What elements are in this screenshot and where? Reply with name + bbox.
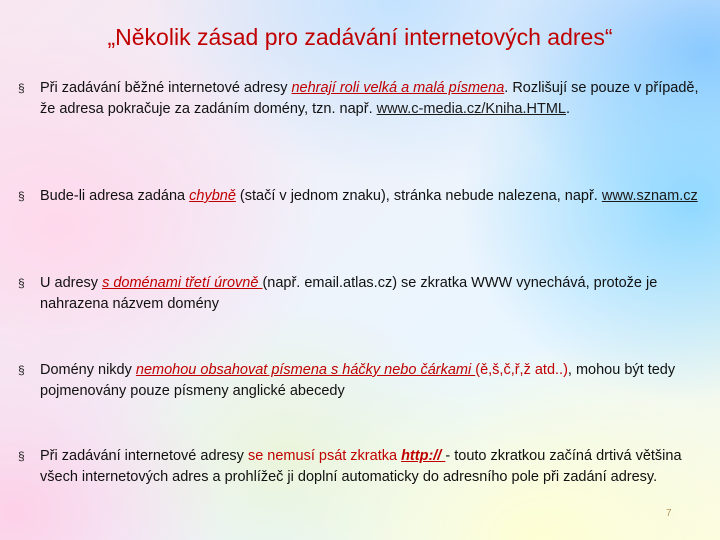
item-text: . Rozlišují se pouze v případě, že adresa pokračuje za zadáním domény, tzn. např. (40, 80, 699, 117)
item-text: , mohou být tedy pojmenovány pouze písmeny anglické abecedy (40, 362, 676, 399)
bullet-icon: § (18, 449, 25, 463)
item-text: U adresy (40, 275, 103, 291)
highlight-text: nemohou obsahovat písmena s háčky nebo čárkami (135, 362, 476, 378)
item-text: (stačí v jednom znaku), stránka nebude nalezena, např. (235, 188, 602, 204)
highlight-text: se nemusí psát zkratka (247, 448, 402, 464)
highlight-text: chybně (189, 188, 236, 204)
item-text: Při zadávání běžné internetové adresy (40, 80, 292, 96)
item-text: . (566, 101, 571, 117)
list-item (18, 78, 708, 120)
list-item (18, 186, 698, 207)
item-text: Bude-li adresa zadána (40, 188, 190, 204)
list-item (18, 446, 708, 488)
bullet-icon: § (18, 276, 25, 290)
bullet-icon: § (18, 81, 25, 95)
slide-title: „Několik zásad pro zadávání internetových adres“ (107, 24, 613, 50)
bullet-icon: § (18, 189, 25, 203)
list-item (18, 273, 708, 315)
highlight-text: s doménami třetí úrovně (102, 275, 263, 291)
bullet-icon: § (18, 363, 25, 377)
item-text: - touto zkratkou začíná drtivá většina všech internetových adres a prohlížeč ji doplní automaticky do adresního pole při zadání adresy. (40, 448, 682, 485)
item-text: Při zadávání internetové adresy (40, 448, 248, 464)
list-item (18, 360, 708, 402)
highlight-chars: (ě,š,č,ř,ž atd..) (475, 362, 568, 378)
item-text: Domény nikdy (40, 362, 136, 378)
example-link[interactable]: www.sznam.cz (601, 188, 698, 204)
example-link[interactable]: www.c-media.cz/Kniha.HTML (376, 101, 566, 117)
item-text: (např. email.atlas.cz) se zkratka WWW vynechává, protože je nahrazena názvem domény (40, 275, 658, 312)
page-number: 7 (666, 508, 672, 519)
highlight-text: nehrají roli velká a malá písmena (291, 80, 505, 96)
protocol-link[interactable]: http:// (401, 448, 446, 464)
